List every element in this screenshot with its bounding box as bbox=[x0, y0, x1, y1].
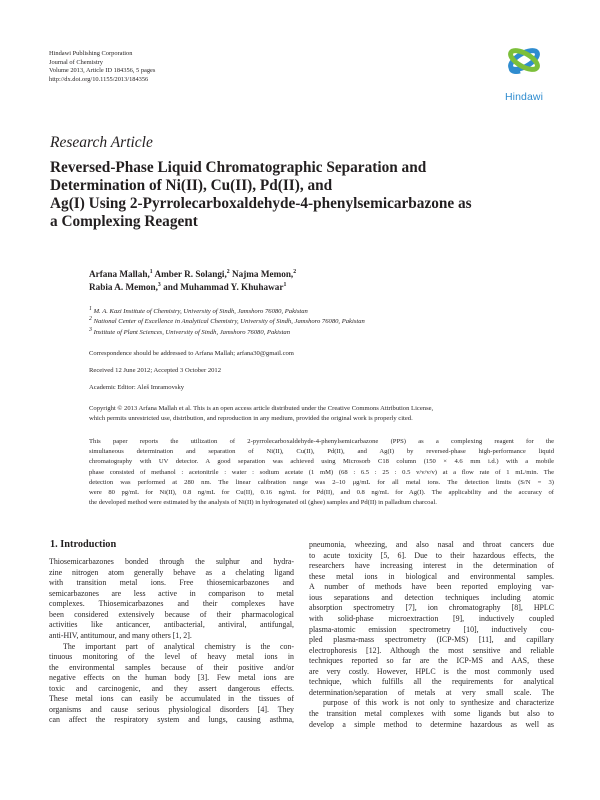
abstract-line: the developed method were estimated by the analysis of Ni(II) in hydrogenated oil (ghee) samples and Pd(II) in palladium charcoal. bbox=[89, 499, 437, 507]
author-name: and Muhammad Y. Khuhawar bbox=[163, 282, 284, 293]
body-line: ious separations and detection techniques including atomic bbox=[309, 592, 554, 602]
publisher-name: Hindawi Publishing Corporation bbox=[49, 50, 133, 57]
body-line: zine nitrogen atom generally behave as a chelating ligand bbox=[49, 567, 294, 577]
article-dates: Received 12 June 2012; Accepted 3 October 2012 bbox=[89, 367, 222, 374]
copyright-line: which permits unrestricted use, distribution, and reproduction in any medium, provided the original work is properly cited. bbox=[89, 415, 413, 423]
abstract-line: simultaneous determination and separation of Ni(II), Cu(II), Pd(II), and Ag(I) by reversed-phase high-performance liquid bbox=[89, 448, 554, 456]
title-line: Determination of Ni(II), Cu(II), Pd(II), and bbox=[50, 176, 333, 194]
affiliation-sup: 3 bbox=[89, 326, 92, 333]
body-line: negative effects on the human body [3]. Few metal ions are bbox=[49, 673, 294, 683]
body-line: these metal ions in biological and environmental samples. bbox=[309, 571, 554, 581]
author-name: Najma Memon, bbox=[231, 269, 294, 279]
title-line: a Complexing Reagent bbox=[50, 212, 198, 230]
body-line: determination/separation of metals at very small scale. The bbox=[309, 687, 554, 697]
body-line: the environmental samples because of their positive and/or bbox=[49, 662, 294, 672]
body-line: can affect the respiratory system and lungs, causing asthma, bbox=[49, 715, 294, 725]
body-line: anti-HIV, antitumour, and many others [1, 2]. bbox=[49, 630, 192, 640]
author-name: Rabia A. Memon, bbox=[89, 282, 158, 293]
body-line: researchers have increasing interest in the determination of bbox=[309, 561, 554, 571]
body-line: with solid-phase microextraction [9], inductively coupled bbox=[309, 613, 554, 623]
abstract-line: chromatography with UV detector. A good separation was achieved using Microsorb C18 column (150 × 4.6 mm i.d.) with a mobile bbox=[89, 458, 554, 466]
affiliation-sup: 1 bbox=[89, 305, 92, 312]
abstract-line: detection was performed at 280 nm. The linear calibration range was 2–10 μg/mL for all metal ions. The detection limits (S/N = 3) bbox=[89, 478, 554, 486]
doi-link[interactable]: http://dx.doi.org/10.1155/2013/184356 bbox=[49, 75, 149, 83]
body-line: are very costly. However, HPLC is the most commonly used bbox=[309, 666, 554, 676]
body-line: pneumonia, wheezing, and also nasal and throat cancers due bbox=[309, 540, 554, 549]
article-title bbox=[50, 159, 570, 231]
abstract bbox=[89, 437, 554, 508]
affiliation bbox=[89, 328, 365, 338]
body-line: activities like anticancer, antibacterial, antiviral, antifungal, bbox=[49, 620, 294, 630]
copyright-notice bbox=[89, 404, 554, 424]
body-line: electrophoresis [12]. Although the most sensitive and reliable bbox=[309, 645, 554, 655]
body-line: the transition metal complexes with some ligands but also to bbox=[309, 709, 554, 718]
body-line: tinuous monitoring of the level of heavy metal ions in bbox=[49, 652, 294, 662]
affiliation-text: Institute of Plant Sciences, University of Sindh, Jamshoro 76080, Pakistan bbox=[93, 328, 291, 336]
journal-masthead bbox=[49, 50, 155, 84]
body-line: organisms and cause serious physiological disorders [4]. They bbox=[49, 704, 294, 714]
correspondence-note: Correspondence should be addressed to Arfana Mallah; arfana30@gmail.com bbox=[89, 350, 294, 357]
body-line: These metal ions can easily be accumulated in the tissues of bbox=[49, 694, 294, 704]
body-line: A number of methods have been reported employing var- bbox=[309, 582, 554, 592]
article-type: Research Article bbox=[50, 134, 153, 151]
body-line: complexes. Thiosemicarbazones and their complexes have bbox=[49, 599, 294, 609]
hindawi-logo bbox=[492, 44, 556, 108]
abstract-line: were 80 pg/mL for Ni(II), 0.8 ng/mL for Cu(II), 0.16 ng/mL for Pd(II), and 0.8 ng/mL for Ag(I). The applicability and the accuracy of bbox=[89, 489, 554, 497]
affiliation bbox=[89, 317, 365, 327]
affiliation-list bbox=[89, 307, 365, 338]
affiliation-text: M. A. Kazi Institute of Chemistry, University of Sindh, Jamshoro 76080, Pakistan bbox=[93, 308, 308, 315]
hindawi-rings-icon bbox=[492, 44, 556, 92]
affiliation-text: National Center of Excellence in Analytical Chemistry, University of Sindh, Jamshoro 76080, Pakistan bbox=[93, 318, 365, 326]
hindawi-wordmark: Hindawi bbox=[504, 91, 544, 103]
body-line: to acute toxicity [5, 6]. Due to their hazardous effects, the bbox=[309, 550, 554, 560]
body-line: develop a simple method to determine hazardous as well as bbox=[309, 719, 554, 729]
body-line: semicarbazones are less active in comparison to metal bbox=[49, 588, 294, 598]
author-sup: 1 bbox=[283, 282, 287, 289]
body-line: techniques reported so far are the ICP-MS and AAS, these bbox=[309, 656, 554, 666]
section-heading: 1. Introduction bbox=[50, 539, 117, 550]
author-sup: 2 bbox=[226, 268, 230, 275]
affiliation-sup: 2 bbox=[89, 316, 92, 323]
intro-right-column bbox=[309, 540, 554, 730]
body-line: toxic and carcinogenic, and they assert dangerous effects. bbox=[49, 683, 294, 693]
body-line: been considered extensively because of their pharmacological bbox=[49, 609, 294, 619]
author-sup: 3 bbox=[157, 282, 161, 289]
body-line: technique, which fulfills all the requirements for analytical bbox=[309, 677, 554, 687]
body-line: purpose of this work is not only to synthesize and characterize bbox=[323, 698, 554, 708]
academic-editor: Academic Editor: Aleš Imramovsky bbox=[89, 384, 185, 391]
abstract-line: This paper reports the utilization of 2-pyrrolecarboxaldehyde-4-phenylsemicarbazone (PPS) as a complexing reagent for the bbox=[89, 438, 554, 445]
volume-info: Volume 2013, Article ID 184356, 5 pages bbox=[49, 67, 156, 75]
body-line: Thiosemicarbazones bonded through the sulphur and hydra- bbox=[49, 557, 294, 566]
body-line: with transition metal ions. Free thiosemicarbazones and bbox=[49, 578, 294, 588]
body-line: The important part of analytical chemistry is the con- bbox=[63, 641, 294, 651]
author-sup: 2 bbox=[293, 268, 297, 275]
journal-name: Journal of Chemistry bbox=[49, 58, 103, 66]
body-line: absorption spectrometry [7], ion chromatography [8], HPLC bbox=[309, 603, 554, 613]
author-name: Arfana Mallah, bbox=[89, 269, 150, 279]
body-line: plasma-atomic emission spectrometry [10], inductively cou- bbox=[309, 624, 554, 634]
title-line: Ag(I) Using 2-Pyrrolecarboxaldehyde-4-phenylsemicarbazone as bbox=[50, 194, 472, 212]
author-sup: 1 bbox=[149, 268, 153, 275]
author-list bbox=[89, 268, 296, 295]
author-name: Amber R. Solangi, bbox=[154, 269, 227, 279]
affiliation bbox=[89, 307, 365, 317]
body-line: pled plasma-mass spectrometry (ICP-MS) [11], and capillary bbox=[309, 635, 554, 645]
copyright-line: Copyright © 2013 Arfana Mallah et al. This is an open access article distributed under the Creative Commons Attribution License, bbox=[89, 405, 434, 412]
title-line: Reversed-Phase Liquid Chromatographic Separation and bbox=[50, 159, 427, 176]
intro-left-column bbox=[49, 557, 294, 726]
abstract-line: phase consisted of methanol : acetonitrile : water : sodium acetate (1 mM) (68 : 6.5 : 25 : 0.5 v/v/v/v) at a flow rate of 1 mL/min. The bbox=[89, 468, 554, 476]
